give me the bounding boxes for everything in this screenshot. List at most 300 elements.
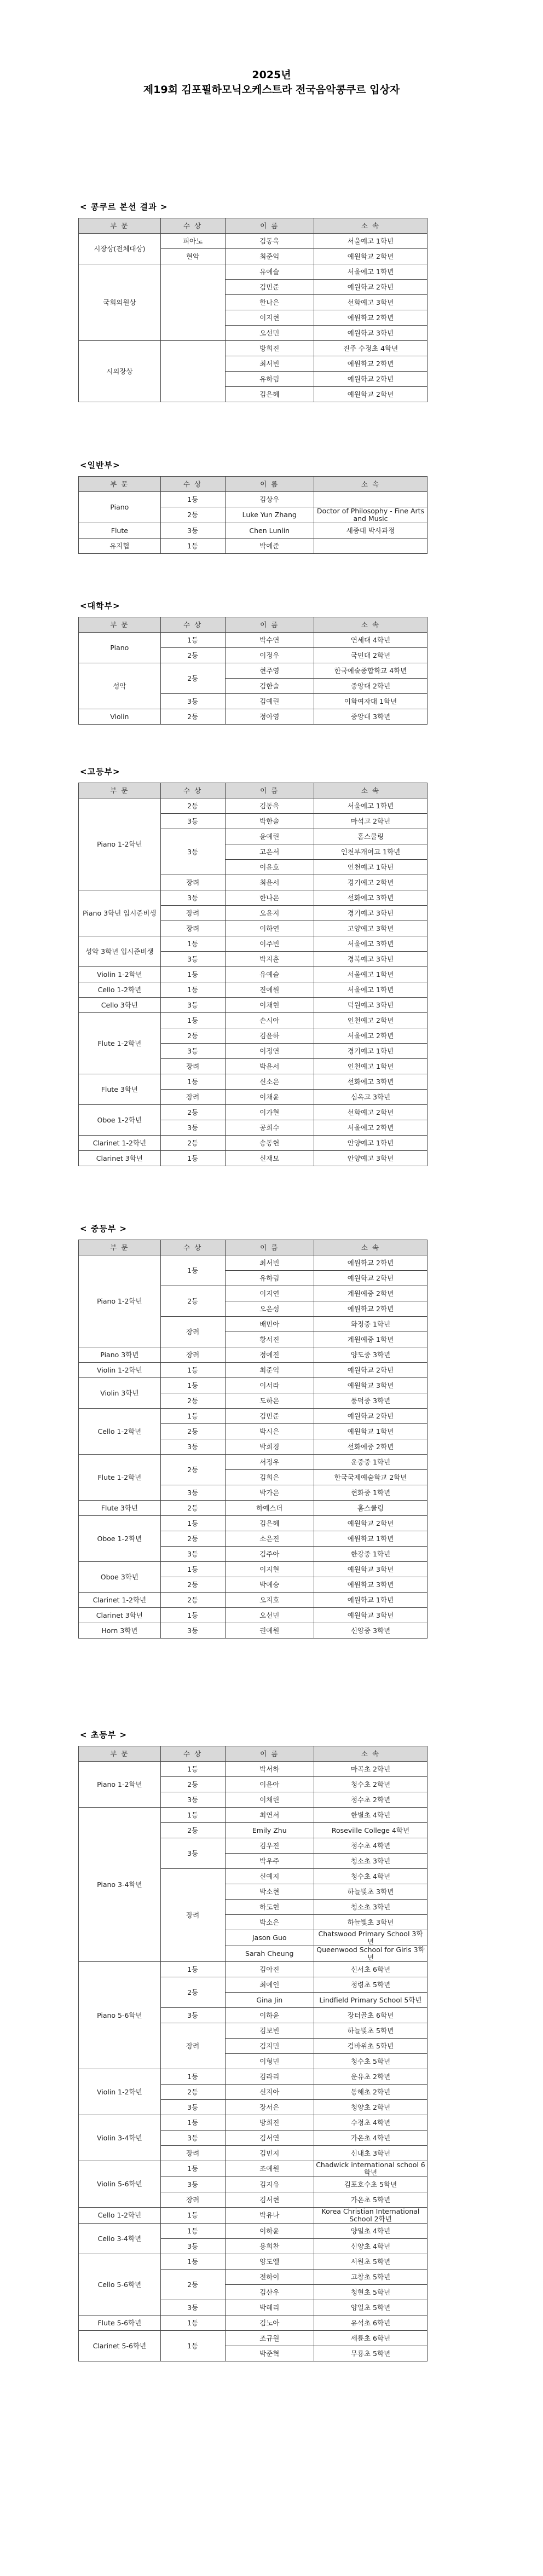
cell-affiliation: 가온초 4학년 (314, 2131, 427, 2146)
cell-name: 오지호 (225, 1593, 314, 1608)
cell-affiliation: 서울예고 3학년 (314, 936, 427, 952)
table-row (79, 1562, 428, 1577)
cell-affiliation: 예원학교 2학년 (314, 1516, 427, 1531)
cell-affiliation: 신양초 4학년 (314, 2239, 427, 2254)
cell-category: Cello 1-2학년 (79, 2208, 161, 2224)
cell-name: 이채윤 (225, 1090, 314, 1105)
table-row (79, 1762, 428, 1777)
cell-award: 2등 (160, 1577, 225, 1593)
cell-name: 박소은 (225, 1915, 314, 1930)
cell-name: 박서하 (225, 1762, 314, 1777)
table-row (79, 2069, 428, 2085)
cell-affiliation: 현화중 1학년 (314, 1485, 427, 1501)
cell-award: 3등 (160, 2177, 225, 2192)
cell-name: 유하림 (225, 1271, 314, 1286)
table-header-row (79, 617, 428, 633)
table-row (79, 2115, 428, 2131)
cell-name: 방희진 (225, 341, 314, 356)
cell-name: 박우주 (225, 1854, 314, 1869)
results-table (78, 617, 428, 725)
cell-category: Piano 1-2학년 (79, 1762, 161, 1808)
cell-name: 신지아 (225, 2085, 314, 2100)
cell-affiliation: 청수초 4학년 (314, 1838, 427, 1854)
cell-category: Cello 3학년 (79, 998, 161, 1013)
cell-name: 박예승 (225, 1577, 314, 1593)
cell-name: 최윤서 (225, 875, 314, 890)
cell-name: 김주아 (225, 1547, 314, 1562)
table-row (79, 709, 428, 725)
table-row (79, 1593, 428, 1608)
header-category: 부 문 (79, 1746, 161, 1762)
table-row (79, 1136, 428, 1151)
header-category: 부 문 (79, 477, 161, 492)
cell-award: 1등 (160, 1409, 225, 1424)
cell-award: 1등 (160, 967, 225, 982)
cell-award: 3등 (160, 1838, 225, 1869)
cell-name: 김은혜 (225, 1516, 314, 1531)
header-affiliation: 소 속 (314, 218, 427, 234)
cell-name: 김라리 (225, 2069, 314, 2085)
cell-name: 김지민 (225, 2039, 314, 2054)
cell-affiliation: 하늘빛초 5학년 (314, 2023, 427, 2039)
cell-award: 1등 (160, 1516, 225, 1531)
cell-award: 현악 (160, 249, 225, 264)
table-header-row (79, 477, 428, 492)
cell-name: 이주빈 (225, 936, 314, 952)
cell-name: Jason Guo (225, 1930, 314, 1946)
cell-affiliation: 안양예고 3학년 (314, 1151, 427, 1166)
cell-name: 유하림 (225, 372, 314, 387)
cell-name: 김아진 (225, 1962, 314, 1977)
section-label: < 콩쿠르 본선 결과 > (80, 202, 168, 212)
cell-name: 양도엘 (225, 2254, 314, 2270)
cell-award: 장려 (160, 1090, 225, 1105)
cell-award: 1등 (160, 2254, 225, 2270)
header-award: 수 상 (160, 218, 225, 234)
cell-affiliation: 예원학교 3학년 (314, 1577, 427, 1593)
cell-affiliation: 청소초 3학년 (314, 1854, 427, 1869)
cell-affiliation: 선화예중 2학년 (314, 1439, 427, 1455)
cell-name: 오은성 (225, 1301, 314, 1317)
cell-affiliation (314, 492, 427, 507)
cell-award: 2등 (160, 1028, 225, 1044)
cell-affiliation: 하늘빛초 3학년 (314, 1884, 427, 1900)
cell-category: Violin 1-2학년 (79, 967, 161, 982)
cell-award: 1등 (160, 2069, 225, 2085)
cell-category: Piano 1-2학년 (79, 1255, 161, 1347)
cell-affiliation: 예원학교 3학년 (314, 1562, 427, 1577)
cell-name: 송동헌 (225, 1136, 314, 1151)
results-table (78, 783, 428, 1166)
cell-affiliation: 세종대 박사과정 (314, 523, 427, 539)
cell-award: 2등 (160, 2270, 225, 2300)
table-row (79, 1808, 428, 1823)
cell-affiliation: 마곡초 2학년 (314, 1762, 427, 1777)
cell-name: 이채현 (225, 998, 314, 1013)
cell-affiliation: 세륜초 6학년 (314, 2331, 427, 2346)
cell-affiliation: 검바위초 5학년 (314, 2039, 427, 2054)
cell-name: 이채린 (225, 1792, 314, 1808)
cell-award: 1등 (160, 1151, 225, 1166)
cell-name: 유예슬 (225, 967, 314, 982)
cell-award: 2등 (160, 1531, 225, 1547)
cell-name: 박시은 (225, 1424, 314, 1439)
header-name: 이 름 (225, 1746, 314, 1762)
cell-category: 성악 (79, 663, 161, 709)
cell-award: 1등 (160, 1074, 225, 1090)
table-row (79, 936, 428, 952)
cell-award: 2등 (160, 1823, 225, 1838)
cell-affiliation: 예원학교 1학년 (314, 1531, 427, 1547)
cell-name: 박유나 (225, 2208, 314, 2224)
cell-name: 김민준 (225, 1409, 314, 1424)
cell-affiliation: 선화예고 3학년 (314, 890, 427, 906)
cell-category: Clarinet 1-2학년 (79, 1593, 161, 1608)
cell-affiliation: 청소초 3학년 (314, 1900, 427, 1915)
cell-name: 김예린 (225, 694, 314, 709)
cell-name: 오윤지 (225, 906, 314, 921)
table-header-row (79, 218, 428, 234)
cell-award: 2등 (160, 709, 225, 725)
cell-affiliation: 경기예고 1학년 (314, 1044, 427, 1059)
table-row (79, 967, 428, 982)
results-table (78, 218, 428, 402)
header-award: 수 상 (160, 1240, 225, 1255)
table-row (79, 1409, 428, 1424)
cell-affiliation: 경기예고 2학년 (314, 875, 427, 890)
cell-name: 김희은 (225, 1470, 314, 1485)
cell-award: 장려 (160, 1317, 225, 1347)
cell-affiliation: 예원학교 2학년 (314, 249, 427, 264)
cell-affiliation: 김포호수초 5학년 (314, 2177, 427, 2192)
cell-affiliation: 경북예고 3학년 (314, 952, 427, 967)
cell-name: 한나은 (225, 890, 314, 906)
cell-award: 2등 (160, 507, 225, 523)
cell-award: 2등 (160, 1593, 225, 1608)
cell-category: Violin 3-4학년 (79, 2115, 161, 2161)
table-row (79, 663, 428, 679)
cell-name: 정아영 (225, 709, 314, 725)
cell-affiliation: 수정초 4학년 (314, 2115, 427, 2131)
header-name: 이 름 (225, 617, 314, 633)
cell-affiliation: 이화여자대 1학년 (314, 694, 427, 709)
header-category: 부 문 (79, 617, 161, 633)
cell-award: 2등 (160, 1455, 225, 1485)
cell-name: 김상우 (225, 492, 314, 507)
cell-award: 2등 (160, 1105, 225, 1120)
cell-affiliation (314, 539, 427, 554)
cell-award: 3등 (160, 2008, 225, 2023)
cell-name: 김민준 (225, 280, 314, 295)
cell-name: 진예원 (225, 982, 314, 998)
cell-award: 3등 (160, 952, 225, 967)
cell-award: 1등 (160, 539, 225, 554)
cell-affiliation: 신내초 3학년 (314, 2146, 427, 2161)
cell-category: Piano (79, 492, 161, 523)
header-name: 이 름 (225, 1240, 314, 1255)
cell-name: 배민아 (225, 1317, 314, 1332)
cell-award: 1등 (160, 2161, 225, 2177)
cell-award: 1등 (160, 1608, 225, 1623)
table-row (79, 1962, 428, 1977)
table-header-row (79, 1240, 428, 1255)
header-affiliation: 소 속 (314, 1240, 427, 1255)
cell-name: 김우진 (225, 1838, 314, 1854)
cell-award: 2등 (160, 798, 225, 814)
cell-category: Flute 3학년 (79, 1501, 161, 1516)
header-award: 수 상 (160, 477, 225, 492)
cell-affiliation: 서원초 5학년 (314, 2254, 427, 2270)
cell-affiliation: 예원학교 2학년 (314, 1409, 427, 1424)
header-affiliation: 소 속 (314, 783, 427, 798)
cell-award: 2등 (160, 2085, 225, 2100)
section-label: < 중등부 > (80, 1224, 128, 1234)
cell-affiliation: 한국예술종합학교 4학년 (314, 663, 427, 679)
cell-award: 장려 (160, 875, 225, 890)
cell-affiliation: 중앙대 2학년 (314, 679, 427, 694)
cell-award: 3등 (160, 1792, 225, 1808)
cell-name: 이정우 (225, 648, 314, 663)
cell-affiliation: 장터골초 6학년 (314, 2008, 427, 2023)
cell-award: 2등 (160, 648, 225, 663)
header-award: 수 상 (160, 1746, 225, 1762)
cell-affiliation: 계원예중 1학년 (314, 1332, 427, 1347)
cell-category: Oboe 1-2학년 (79, 1105, 161, 1136)
cell-name: 박소현 (225, 1884, 314, 1900)
cell-award: 3등 (160, 1485, 225, 1501)
cell-affiliation: 청수초 2학년 (314, 1792, 427, 1808)
cell-category: Flute (79, 523, 161, 539)
table-row (79, 890, 428, 906)
table-row (79, 1608, 428, 1623)
cell-affiliation: 예원학교 2학년 (314, 310, 427, 326)
cell-name: 신재모 (225, 1151, 314, 1166)
cell-award: 1등 (160, 2224, 225, 2239)
cell-affiliation: 청현초 5학년 (314, 2285, 427, 2300)
cell-affiliation: 안양예고 1학년 (314, 1136, 427, 1151)
cell-name: 김윤하 (225, 1028, 314, 1044)
cell-name: 윤예린 (225, 829, 314, 844)
cell-name: 김한슬 (225, 679, 314, 694)
table-row (79, 341, 428, 356)
cell-category: Horn 3학년 (79, 1623, 161, 1639)
cell-award: 3등 (160, 694, 225, 709)
cell-affiliation: 서울예고 2학년 (314, 1120, 427, 1136)
cell-name: 이지연 (225, 1286, 314, 1301)
cell-affiliation: 하늘빛초 3학년 (314, 1915, 427, 1930)
cell-award: 2등 (160, 663, 225, 694)
table-row (79, 982, 428, 998)
cell-affiliation: 인천예고 2학년 (314, 1013, 427, 1028)
header-category: 부 문 (79, 1240, 161, 1255)
cell-name: 박가은 (225, 1485, 314, 1501)
cell-award: 3등 (160, 814, 225, 829)
cell-award: 1등 (160, 2115, 225, 2131)
table-row (79, 539, 428, 554)
header-category: 부 문 (79, 218, 161, 234)
cell-name: 현주영 (225, 663, 314, 679)
cell-name: 김산우 (225, 2285, 314, 2300)
cell-category: Cello 3-4학년 (79, 2224, 161, 2254)
cell-category: Piano 5-6학년 (79, 1962, 161, 2069)
table-row (79, 1455, 428, 1470)
cell-award (160, 264, 225, 341)
cell-affiliation: 양도중 3학년 (314, 1347, 427, 1363)
cell-award: 2등 (160, 1393, 225, 1409)
cell-category: Clarinet 3학년 (79, 1608, 161, 1623)
cell-name: 김민지 (225, 2146, 314, 2161)
cell-category: Piano 3-4학년 (79, 1808, 161, 1962)
cell-name: 방희진 (225, 2115, 314, 2131)
cell-award: 장려 (160, 1869, 225, 1962)
header-name: 이 름 (225, 477, 314, 492)
cell-affiliation: 양일초 5학년 (314, 2300, 427, 2315)
cell-affiliation: 마석고 2학년 (314, 814, 427, 829)
cell-award: 2등 (160, 1977, 225, 2008)
cell-affiliation: 홈스쿨링 (314, 829, 427, 844)
cell-category: Oboe 3학년 (79, 1562, 161, 1593)
cell-name: 공희수 (225, 1120, 314, 1136)
cell-name: 권예원 (225, 1623, 314, 1639)
table-row (79, 2161, 428, 2177)
cell-name: 이정연 (225, 1044, 314, 1059)
cell-affiliation: 계원예중 2학년 (314, 1286, 427, 1301)
cell-affiliation: 청수초 4학년 (314, 1869, 427, 1884)
cell-affiliation: 인천부개여고 1학년 (314, 844, 427, 860)
cell-affiliation: 예원학교 2학년 (314, 280, 427, 295)
cell-category: Clarinet 3학년 (79, 1151, 161, 1166)
cell-name: 장서은 (225, 2100, 314, 2115)
cell-award: 1등 (160, 1808, 225, 1823)
cell-affiliation: Lindfield Primary School 5학년 (314, 1993, 427, 2008)
cell-name: 용희찬 (225, 2239, 314, 2254)
cell-affiliation: Queenwood School for Girls 3학년 (314, 1946, 427, 1962)
cell-name: 소은진 (225, 1531, 314, 1547)
cell-award: 장려 (160, 1059, 225, 1074)
table-row (79, 1501, 428, 1516)
table-row (79, 2254, 428, 2270)
cell-award: 장려 (160, 1347, 225, 1363)
cell-affiliation: 연세대 4학년 (314, 633, 427, 648)
cell-name: 최서빈 (225, 1255, 314, 1271)
cell-affiliation: Roseville College 4학년 (314, 1823, 427, 1838)
cell-affiliation: 한강중 1학년 (314, 1547, 427, 1562)
cell-affiliation: 청양초 2학년 (314, 2100, 427, 2115)
cell-category: Piano 3학년 (79, 1347, 161, 1363)
cell-award: 2등 (160, 1424, 225, 1439)
header-category: 부 문 (79, 783, 161, 798)
cell-affiliation: 덕원예고 3학년 (314, 998, 427, 1013)
cell-award: 3등 (160, 1623, 225, 1639)
cell-affiliation: 경기예고 3학년 (314, 906, 427, 921)
table-row (79, 1105, 428, 1120)
cell-category: Clarinet 5-6학년 (79, 2331, 161, 2361)
cell-name: 이윤아 (225, 1777, 314, 1792)
cell-affiliation: 유석초 6학년 (314, 2315, 427, 2331)
table-row (79, 633, 428, 648)
cell-affiliation: 예원학교 3학년 (314, 326, 427, 341)
cell-name: 하도현 (225, 1900, 314, 1915)
cell-affiliation: 선화예고 2학년 (314, 1105, 427, 1120)
cell-affiliation: 예원학교 3학년 (314, 1608, 427, 1623)
section-label: < 초등부 > (80, 1730, 128, 1740)
cell-name: 김보빈 (225, 2023, 314, 2039)
cell-name: 최연서 (225, 1808, 314, 1823)
cell-affiliation: 선화예고 3학년 (314, 295, 427, 310)
header-affiliation: 소 속 (314, 617, 427, 633)
cell-award: 1등 (160, 2331, 225, 2361)
cell-affiliation: 고창초 5학년 (314, 2270, 427, 2285)
header-award: 수 상 (160, 617, 225, 633)
cell-name: 김서현 (225, 2192, 314, 2208)
cell-affiliation: 청령초 5학년 (314, 1977, 427, 1993)
cell-category: 시의장상 (79, 341, 161, 402)
table-row (79, 998, 428, 1013)
cell-category: Piano 3학년 입시준비생 (79, 890, 161, 936)
cell-affiliation: 신양중 3학년 (314, 1623, 427, 1639)
cell-award: 3등 (160, 1044, 225, 1059)
cell-name: 고은서 (225, 844, 314, 860)
cell-name: 이서라 (225, 1378, 314, 1393)
cell-affiliation: 예원학교 2학년 (314, 356, 427, 372)
cell-name: 유예슬 (225, 264, 314, 280)
cell-affiliation: 예원학교 1학년 (314, 1593, 427, 1608)
cell-award: 2등 (160, 1136, 225, 1151)
cell-affiliation: Doctor of Philosophy - Fine Arts and Music (314, 507, 427, 523)
cell-award: 2등 (160, 1286, 225, 1317)
cell-category: Flute 5-6학년 (79, 2315, 161, 2331)
header-name: 이 름 (225, 218, 314, 234)
header-award: 수 상 (160, 783, 225, 798)
cell-name: Emily Zhu (225, 1823, 314, 1838)
cell-affiliation: 서울예고 1학년 (314, 264, 427, 280)
cell-affiliation: 예원학교 2학년 (314, 387, 427, 402)
table-row (79, 1013, 428, 1028)
cell-award: 장려 (160, 921, 225, 936)
cell-award: 2등 (160, 1501, 225, 1516)
cell-name: 오선민 (225, 1608, 314, 1623)
cell-affiliation: 국민대 2학년 (314, 648, 427, 663)
cell-award: 장려 (160, 2192, 225, 2208)
cell-affiliation: 고양예고 3학년 (314, 921, 427, 936)
cell-award: 3등 (160, 998, 225, 1013)
cell-name: 김지유 (225, 2177, 314, 2192)
cell-category: 성악 3학년 입시준비생 (79, 936, 161, 967)
table-header-row (79, 783, 428, 798)
cell-name: 김노아 (225, 2315, 314, 2331)
cell-award: 피아노 (160, 234, 225, 249)
cell-name: 신소은 (225, 1074, 314, 1090)
cell-affiliation: 청수초 5학년 (314, 2054, 427, 2069)
cell-award: 장려 (160, 2023, 225, 2069)
cell-award: 3등 (160, 1439, 225, 1455)
cell-name: 이하윤 (225, 2008, 314, 2023)
cell-award: 3등 (160, 1547, 225, 1562)
cell-name: 최준익 (225, 1363, 314, 1378)
cell-affiliation: 운중중 1학년 (314, 1455, 427, 1470)
cell-name: 정예진 (225, 1347, 314, 1363)
cell-name: 오선민 (225, 326, 314, 341)
page-year: 2025년 (252, 69, 291, 81)
cell-name: 황서진 (225, 1332, 314, 1347)
cell-affiliation: 서울예고 2학년 (314, 1028, 427, 1044)
header-name: 이 름 (225, 783, 314, 798)
cell-name: 김동욱 (225, 798, 314, 814)
cell-name: 박준혁 (225, 2346, 314, 2361)
cell-name: 이지현 (225, 310, 314, 326)
table-row (79, 1378, 428, 1393)
cell-category: 시장상(전체대상) (79, 234, 161, 264)
